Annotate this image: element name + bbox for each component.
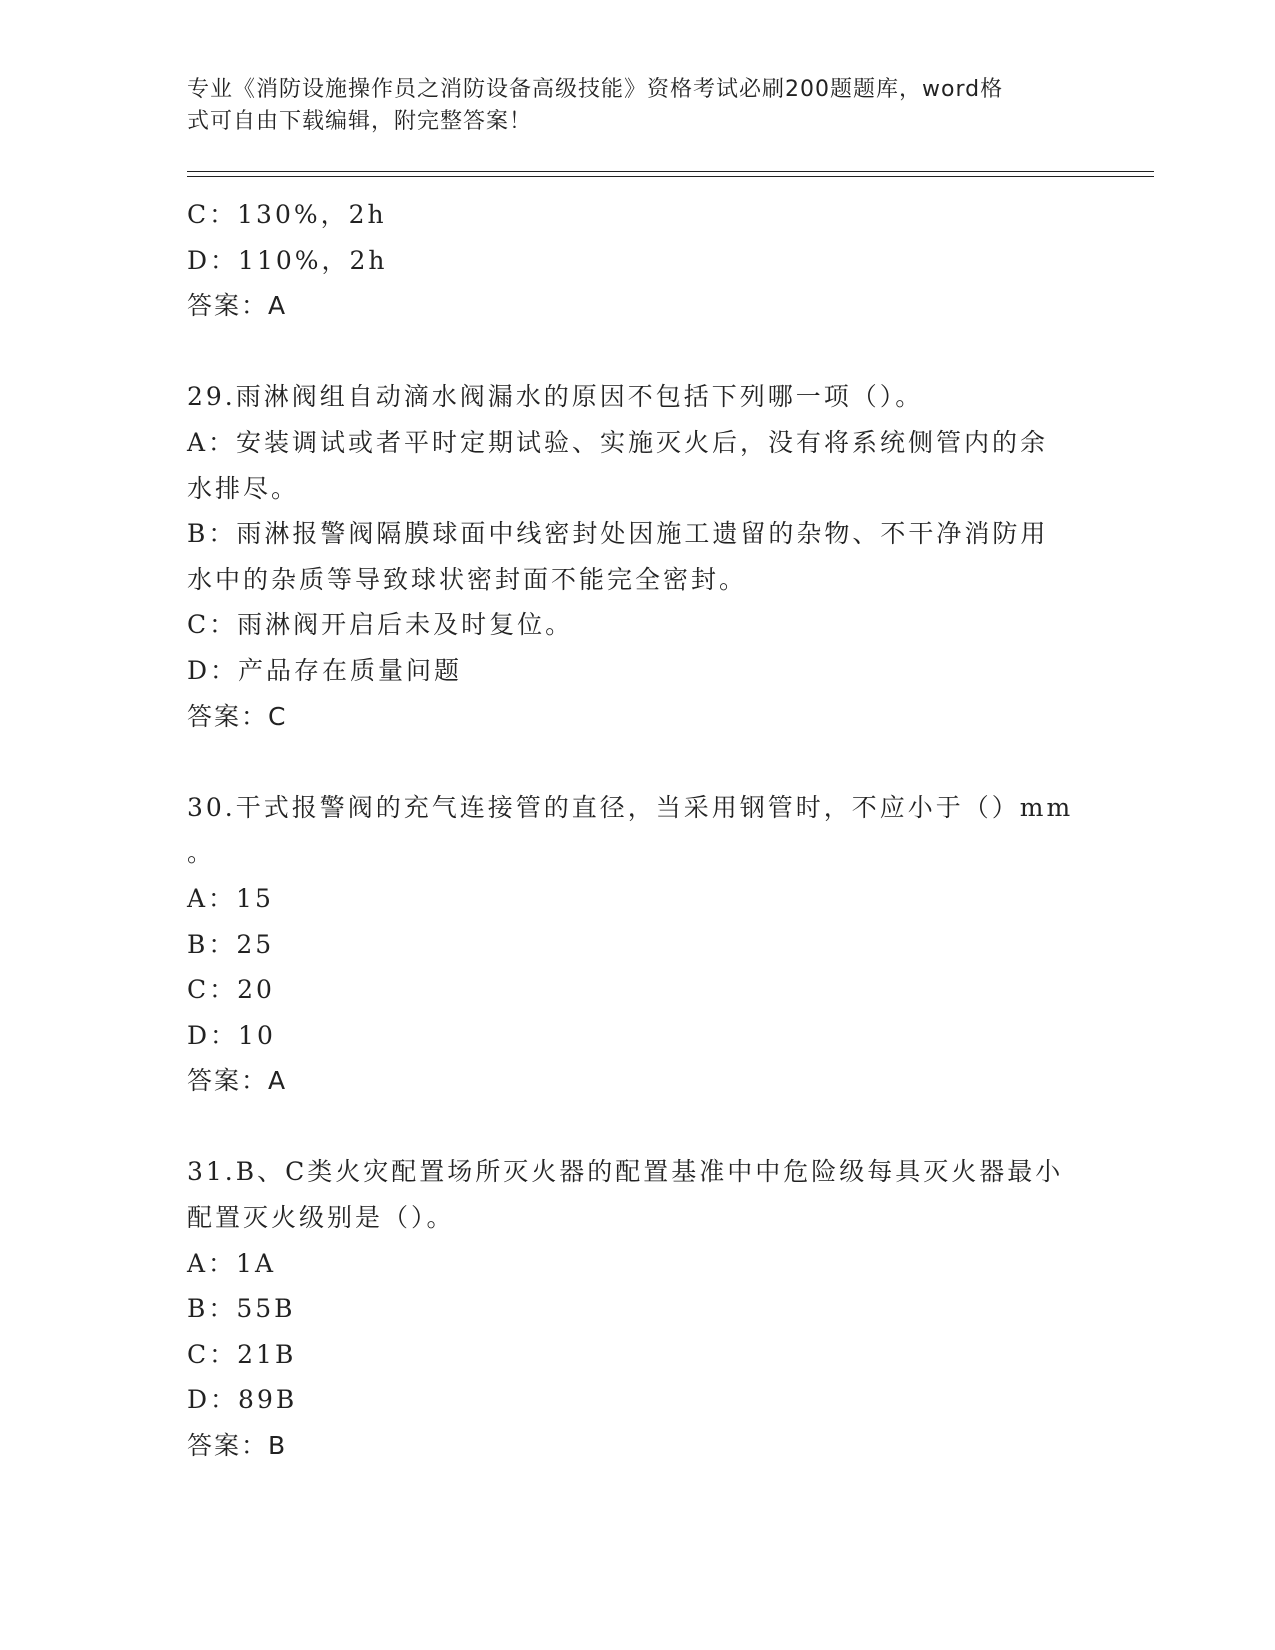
- answer-line: 答案：A: [187, 1066, 288, 1096]
- spacer: [187, 1104, 1087, 1150]
- answer-line: 答案：C: [187, 701, 288, 731]
- question-stem-continued: 。: [187, 838, 216, 868]
- header-line-2: 式可自由下载编辑，附完整答案！: [187, 109, 533, 134]
- option-a: A：安装调试或者平时定期试验、实施灭火后，没有将系统侧管内的余: [187, 427, 1049, 457]
- option-b: B：雨淋报警阀隔膜球面中线密封处因施工遗留的杂物、不干净消防用: [187, 519, 1049, 549]
- header-rule-top: [187, 171, 1154, 172]
- option-b: B：25: [187, 929, 275, 959]
- question-stem: 30.干式报警阀的充气连接管的直径，当采用钢管时，不应小于（）mm: [187, 792, 1074, 822]
- option-d: D：产品存在质量问题: [187, 655, 463, 685]
- option-c: C：20: [187, 975, 275, 1005]
- spacer: [187, 329, 1087, 375]
- option-a: A：15: [187, 883, 274, 913]
- header-line-1: 专业《消防设施操作员之消防设备高级技能》资格考试必刷200题题库，word格: [187, 77, 1004, 102]
- document-header: [187, 74, 1087, 138]
- header-rule-bottom: [187, 176, 1154, 177]
- option-d: D：89B: [187, 1385, 298, 1415]
- question-block-30: [187, 785, 1087, 1104]
- option-d: D：10: [187, 1020, 276, 1050]
- question-stem-continued: 配置灭火级别是（）。: [187, 1203, 455, 1233]
- answer-line: 答案：B: [187, 1431, 288, 1461]
- question-stem: 31.B、C类火灾配置场所灭火器的配置基准中中危险级每具灭火器最小: [187, 1157, 1064, 1187]
- question-list: [187, 192, 1087, 1469]
- question-block-29: [187, 374, 1087, 739]
- option-a-continued: 水排尽。: [187, 473, 300, 503]
- question-block-31: [187, 1149, 1087, 1468]
- option-a: A：1A: [187, 1248, 277, 1278]
- option-c: C：21B: [187, 1339, 297, 1369]
- question-block-prev: [187, 192, 1087, 329]
- option-c: C：130%，2h: [187, 200, 387, 229]
- spacer: [187, 739, 1087, 785]
- answer-line: 答案：A: [187, 291, 288, 321]
- option-c: C：雨淋阀开启后未及时复位。: [187, 610, 574, 640]
- question-stem: 29.雨淋阀组自动滴水阀漏水的原因不包括下列哪一项（）。: [187, 382, 924, 412]
- option-b-continued: 水中的杂质等导致球状密封面不能完全密封。: [187, 564, 748, 594]
- option-d: D：110%，2h: [187, 245, 388, 275]
- option-b: B：55B: [187, 1294, 296, 1324]
